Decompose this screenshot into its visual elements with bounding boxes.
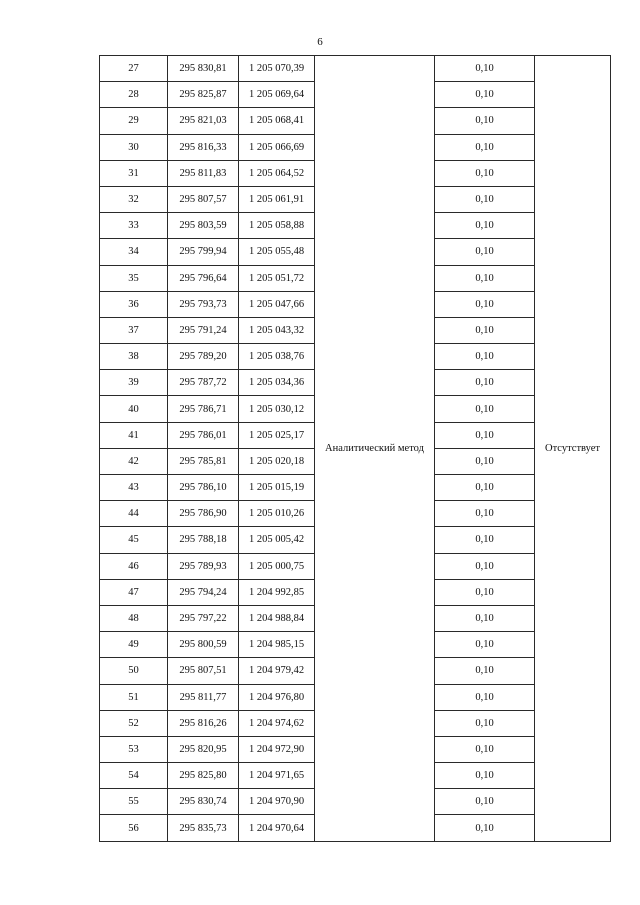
accuracy-cell: 0,10: [435, 501, 535, 527]
coordinates-table-body: [100, 56, 611, 842]
y-coordinate-cell: 1 204 970,64: [239, 815, 315, 841]
x-coordinate-cell: 295 786,90: [168, 501, 239, 527]
accuracy-cell: 0,10: [435, 658, 535, 684]
x-coordinate-cell: 295 787,72: [168, 370, 239, 396]
point-number-cell: 45: [100, 527, 168, 553]
accuracy-cell: 0,10: [435, 632, 535, 658]
point-number-cell: 40: [100, 396, 168, 422]
x-coordinate-cell: 295 794,24: [168, 579, 239, 605]
accuracy-cell: 0,10: [435, 422, 535, 448]
x-coordinate-cell: 295 816,26: [168, 710, 239, 736]
point-number-cell: 36: [100, 291, 168, 317]
x-coordinate-cell: 295 821,03: [168, 108, 239, 134]
x-coordinate-cell: 295 816,33: [168, 134, 239, 160]
accuracy-cell: 0,10: [435, 82, 535, 108]
accuracy-cell: 0,10: [435, 344, 535, 370]
x-coordinate-cell: 295 789,20: [168, 344, 239, 370]
accuracy-cell: 0,10: [435, 160, 535, 186]
x-coordinate-cell: 295 799,94: [168, 239, 239, 265]
y-coordinate-cell: 1 204 992,85: [239, 579, 315, 605]
accuracy-cell: 0,10: [435, 815, 535, 841]
point-number-cell: 49: [100, 632, 168, 658]
point-number-cell: 27: [100, 56, 168, 82]
y-coordinate-cell: 1 205 010,26: [239, 501, 315, 527]
x-coordinate-cell: 295 786,10: [168, 475, 239, 501]
accuracy-cell: 0,10: [435, 579, 535, 605]
y-coordinate-cell: 1 205 038,76: [239, 344, 315, 370]
y-coordinate-cell: 1 205 069,64: [239, 82, 315, 108]
y-coordinate-cell: 1 204 970,90: [239, 789, 315, 815]
x-coordinate-cell: 295 835,73: [168, 815, 239, 841]
x-coordinate-cell: 295 830,81: [168, 56, 239, 82]
x-coordinate-cell: 295 785,81: [168, 448, 239, 474]
x-coordinate-cell: 295 820,95: [168, 736, 239, 762]
point-number-cell: 52: [100, 710, 168, 736]
point-number-cell: 34: [100, 239, 168, 265]
point-number-cell: 42: [100, 448, 168, 474]
point-number-cell: 56: [100, 815, 168, 841]
x-coordinate-cell: 295 825,87: [168, 82, 239, 108]
point-number-cell: 47: [100, 579, 168, 605]
x-coordinate-cell: 295 811,83: [168, 160, 239, 186]
y-coordinate-cell: 1 205 034,36: [239, 370, 315, 396]
y-coordinate-cell: 1 205 066,69: [239, 134, 315, 160]
page-number: 6: [317, 36, 323, 48]
point-number-cell: 51: [100, 684, 168, 710]
y-coordinate-cell: 1 204 974,62: [239, 710, 315, 736]
accuracy-cell: 0,10: [435, 605, 535, 631]
y-coordinate-cell: 1 205 043,32: [239, 317, 315, 343]
accuracy-cell: 0,10: [435, 553, 535, 579]
x-coordinate-cell: 295 796,64: [168, 265, 239, 291]
y-coordinate-cell: 1 205 055,48: [239, 239, 315, 265]
point-number-cell: 44: [100, 501, 168, 527]
accuracy-cell: 0,10: [435, 108, 535, 134]
coordinates-table: [99, 55, 611, 842]
accuracy-cell: 0,10: [435, 448, 535, 474]
y-coordinate-cell: 1 204 971,65: [239, 763, 315, 789]
x-coordinate-cell: 295 786,01: [168, 422, 239, 448]
y-coordinate-cell: 1 204 979,42: [239, 658, 315, 684]
y-coordinate-cell: 1 205 025,17: [239, 422, 315, 448]
accuracy-cell: 0,10: [435, 710, 535, 736]
accuracy-cell: 0,10: [435, 527, 535, 553]
y-coordinate-cell: 1 205 070,39: [239, 56, 315, 82]
point-number-cell: 54: [100, 763, 168, 789]
point-number-cell: 50: [100, 658, 168, 684]
point-number-cell: 31: [100, 160, 168, 186]
y-coordinate-cell: 1 205 005,42: [239, 527, 315, 553]
y-coordinate-cell: 1 205 068,41: [239, 108, 315, 134]
point-number-cell: 28: [100, 82, 168, 108]
y-coordinate-cell: 1 205 000,75: [239, 553, 315, 579]
point-number-cell: 43: [100, 475, 168, 501]
accuracy-cell: 0,10: [435, 396, 535, 422]
point-number-cell: 55: [100, 789, 168, 815]
x-coordinate-cell: 295 793,73: [168, 291, 239, 317]
x-coordinate-cell: 295 789,93: [168, 553, 239, 579]
point-number-cell: 35: [100, 265, 168, 291]
accuracy-cell: 0,10: [435, 475, 535, 501]
point-number-cell: 37: [100, 317, 168, 343]
accuracy-cell: 0,10: [435, 789, 535, 815]
accuracy-cell: 0,10: [435, 134, 535, 160]
accuracy-cell: 0,10: [435, 370, 535, 396]
point-number-cell: 38: [100, 344, 168, 370]
y-coordinate-cell: 1 205 058,88: [239, 213, 315, 239]
y-coordinate-cell: 1 205 020,18: [239, 448, 315, 474]
method-cell: Аналитический метод: [315, 56, 435, 842]
x-coordinate-cell: 295 811,77: [168, 684, 239, 710]
accuracy-cell: 0,10: [435, 291, 535, 317]
note-cell: Отсутствует: [535, 56, 611, 842]
x-coordinate-cell: 295 825,80: [168, 763, 239, 789]
y-coordinate-cell: 1 204 972,90: [239, 736, 315, 762]
accuracy-cell: 0,10: [435, 684, 535, 710]
x-coordinate-cell: 295 807,51: [168, 658, 239, 684]
point-number-cell: 48: [100, 605, 168, 631]
accuracy-cell: 0,10: [435, 763, 535, 789]
point-number-cell: 29: [100, 108, 168, 134]
y-coordinate-cell: 1 204 985,15: [239, 632, 315, 658]
point-number-cell: 41: [100, 422, 168, 448]
y-coordinate-cell: 1 205 030,12: [239, 396, 315, 422]
y-coordinate-cell: 1 205 047,66: [239, 291, 315, 317]
y-coordinate-cell: 1 205 064,52: [239, 160, 315, 186]
table-row: [100, 56, 611, 82]
accuracy-cell: 0,10: [435, 186, 535, 212]
x-coordinate-cell: 295 807,57: [168, 186, 239, 212]
accuracy-cell: 0,10: [435, 56, 535, 82]
point-number-cell: 53: [100, 736, 168, 762]
x-coordinate-cell: 295 797,22: [168, 605, 239, 631]
y-coordinate-cell: 1 205 015,19: [239, 475, 315, 501]
accuracy-cell: 0,10: [435, 317, 535, 343]
accuracy-cell: 0,10: [435, 265, 535, 291]
accuracy-cell: 0,10: [435, 239, 535, 265]
x-coordinate-cell: 295 788,18: [168, 527, 239, 553]
point-number-cell: 33: [100, 213, 168, 239]
point-number-cell: 32: [100, 186, 168, 212]
accuracy-cell: 0,10: [435, 736, 535, 762]
accuracy-cell: 0,10: [435, 213, 535, 239]
y-coordinate-cell: 1 205 051,72: [239, 265, 315, 291]
x-coordinate-cell: 295 791,24: [168, 317, 239, 343]
point-number-cell: 46: [100, 553, 168, 579]
x-coordinate-cell: 295 800,59: [168, 632, 239, 658]
y-coordinate-cell: 1 204 988,84: [239, 605, 315, 631]
y-coordinate-cell: 1 205 061,91: [239, 186, 315, 212]
x-coordinate-cell: 295 830,74: [168, 789, 239, 815]
x-coordinate-cell: 295 803,59: [168, 213, 239, 239]
y-coordinate-cell: 1 204 976,80: [239, 684, 315, 710]
point-number-cell: 39: [100, 370, 168, 396]
x-coordinate-cell: 295 786,71: [168, 396, 239, 422]
point-number-cell: 30: [100, 134, 168, 160]
